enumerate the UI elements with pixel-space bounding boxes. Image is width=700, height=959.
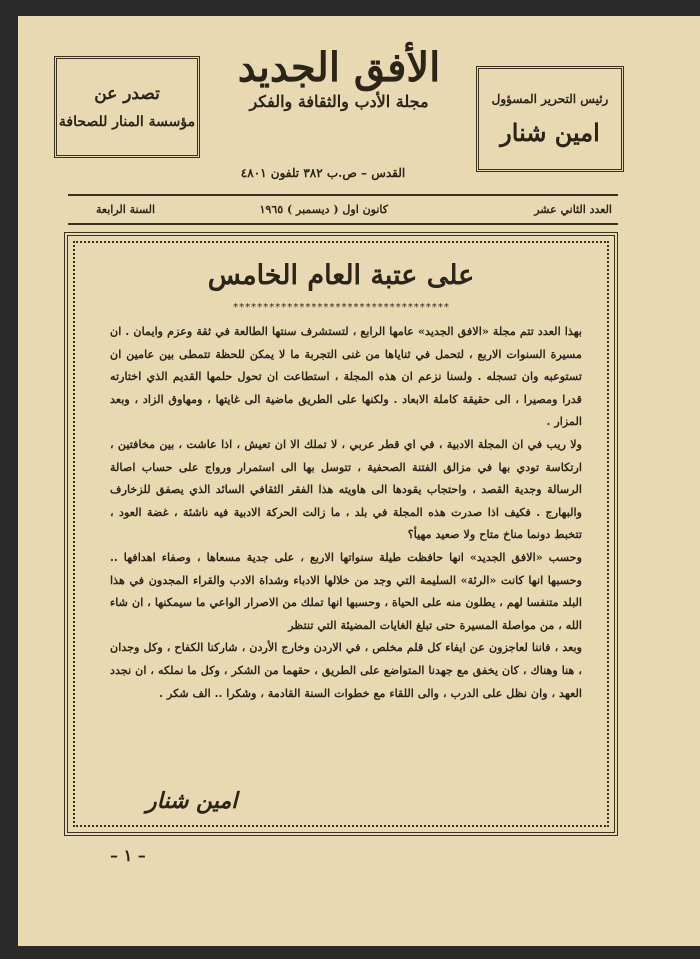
editorial-heading: على عتبة العام الخامس [207,260,475,291]
editor-box [476,66,624,172]
magazine-title: الأفق الجديد [237,44,441,91]
page-number: – ١ – [110,846,146,865]
issue-date: كانون اول ( ديسمبر ) ١٩٦٥ [259,203,388,216]
magazine-page [18,16,700,946]
editor-role: رئيس التحرير المسؤول [491,91,609,106]
issue-number: العدد الثاني عشر [534,203,612,216]
publisher-line1: تصدر عن [94,84,160,104]
publisher-line2: مؤسسة المنار للصحافة [58,114,196,130]
publisher-box [54,56,200,158]
issue-info-row [68,201,618,223]
editorial-body [110,320,582,704]
heading-star-rule: ************************************ [232,302,450,313]
editor-name: امين شنار [500,117,600,147]
bottom-divider [68,223,618,225]
paragraph: ولا ريب في ان المجلة الادبية ، في اي قطر عربي ، لا تملك الا ان تعيش ، اذا عاشت ، بين مخافتين ، ارتكاسة تودي بها في مزالق الفتنة الصحفية ، تتوسل بها الى استمرار ورواج على حساب اصالة الرسالة وجدية القصد ، واحتجاب يقودها الى هاويته هذا الفقر الثقافي السائد الذي يصفق للزخارف والبهارج . فكيف اذا صدرت هذه المجلة في بلد ، ما زالت الحركة الادبية فيه ناشئة ، غضة العود ، تتخبط دونما مناخ متاح ولا صعيد مهيأ؟ [110,436,582,542]
author-signature: امين شنار [146,788,238,814]
issue-year: السنة الرابعة [96,203,156,216]
paragraph: وحسب «الافق الجديد» انها حافظت طيلة سنواتها الاربع ، على جدية مسعاها ، وصفاء اهدافها .. وحسبها انها كانت «الرئة» السليمة التي وجد من خلالها الادباء وشداة الادب والقراء المجدون في هذا البلد متنفسا لهم ، يطلون منه على الحياة ، وحسبها انها تملك من الاصرار الواعي ما سيمكنها ، ان شاء الله ، من مواصلة المسيرة حتى تبلغ الغايات المضيئة التي تنتظر [110,549,582,632]
magazine-subtitle: مجلة الأدب والثقافة والفكر [249,92,429,111]
editorial-frame [64,232,618,836]
address-line: القدس – ص.ب ٣٨٢ تلفون ٤٨٠١ [240,166,406,180]
masthead [204,46,474,111]
paragraph: وبعد ، فاننا لعاجزون عن ايفاء كل قلم مخلص ، في الاردن وخارج الأردن ، شاركنا الكفاح ، وكل وجدان ، هنا وهناك ، كان يخفق مع جهدنا المتواضع على الطريق ، حقهما من الشكر ، وكل ما نملكه ، ان نجدد العهد ، وان نظل على الدرب ، والى اللقاء مع خطوات السنة القادمة ، وشكرا .. الف شكر . [110,640,582,700]
paragraph: بهذا العدد تتم مجلة «الافق الجديد» عامها الرابع ، لتستشرف سنتها الطالعة في ثقة وعزم وايمان . ان مسيرة السنوات الاربع ، لتحمل في ثناياها من غنى التجربة ما لا يمكن للحظة تتمطى بين عامين ان تستوعبه وان تسجله . ولسنا نزعم ان هذه المجلة ، استطاعت ان تحول حلمها القديم الذي اختارته قدرا ومصيرا ، الى حقيقة كاملة الابعاد . ولكنها على الطريق ماضية الى غايتها ، ومهاوق الزاد ، وبعد المزار . [110,324,582,429]
top-divider [68,194,618,196]
